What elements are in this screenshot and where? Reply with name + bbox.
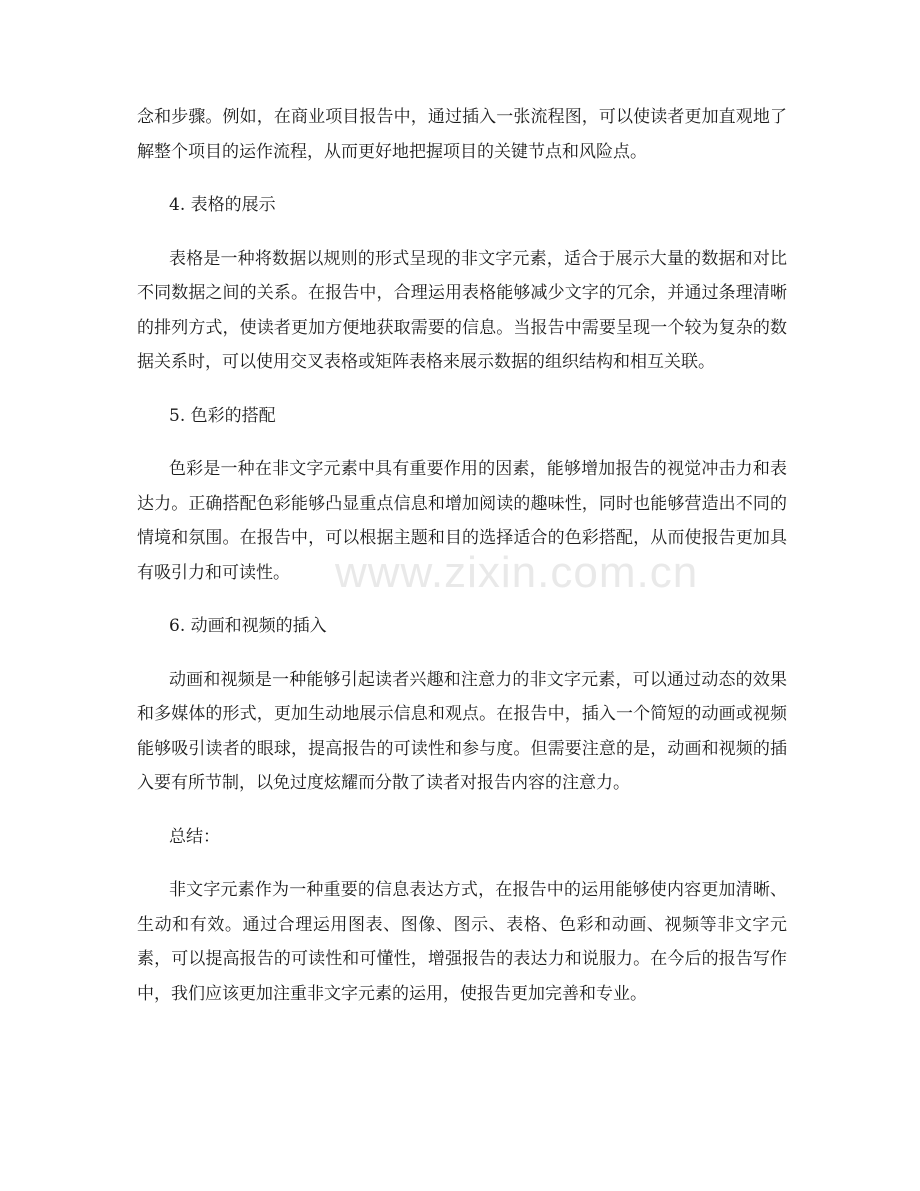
document-body [137, 100, 787, 1011]
section-heading-tables: 4. 表格的展示 [169, 195, 276, 215]
paragraph-summary: 非文字元素作为一种重要的信息表达方式，在报告中的运用能够使内容更加清晰、生动和有效。通过合理运用图表、图像、图示、表格、色彩和动画、视频等非文字元素，可以提高报告的可读性和可懂性，增强报告的表达力和说服力。在今后的报告写作中，我们应该更加注重非文字元素的运用，使报告更加完善和专业。 [137, 880, 787, 1004]
paragraph-colors: 色彩是一种在非文字元素中具有重要作用的因素，能够增加报告的视觉冲击力和表达力。正确搭配色彩能够凸显重点信息和增加阅读的趣味性，同时也能够营造出不同的情境和氛围。在报告中，可以根据主题和目的选择适合的色彩搭配，从而使报告更加具有吸引力和可读性。 [137, 459, 787, 583]
section-heading-summary: 总结： [169, 826, 220, 847]
section-heading-colors: 5. 色彩的搭配 [169, 405, 276, 426]
section-heading-animation-video: 6. 动画和视频的插入 [169, 616, 327, 636]
watermark-text: www.zixin.com.cn [335, 548, 699, 597]
paragraph-tables: 表格是一种将数据以规则的形式呈现的非文字元素，适合于展示大量的数据和对比不同数据之间的关系。在报告中，合理运用表格能够减少文字的冗余，并通过条理清晰的排列方式，使读者更加方便地获取需要的信息。当报告中需要呈现一个较为复杂的数据关系时，可以使用交叉表格或矩阵表格来展示数据的组织结构和相互关联。 [137, 248, 787, 372]
paragraph-continued: 念和步骤。例如，在商业项目报告中，通过插入一张流程图，可以使读者更加直观地了解整个项目的运作流程，从而更好地把握项目的关键节点和风险点。 [137, 107, 787, 162]
paragraph-animation-video: 动画和视频是一种能够引起读者兴趣和注意力的非文字元素，可以通过动态的效果和多媒体的形式，更加生动地展示信息和观点。在报告中，插入一个简短的动画或视频能够吸引读者的眼球，提高报告的可读性和参与度。但需要注意的是，动画和视频的插入要有所节制，以免过度炫耀而分散了读者对报告内容的注意力。 [137, 669, 787, 793]
